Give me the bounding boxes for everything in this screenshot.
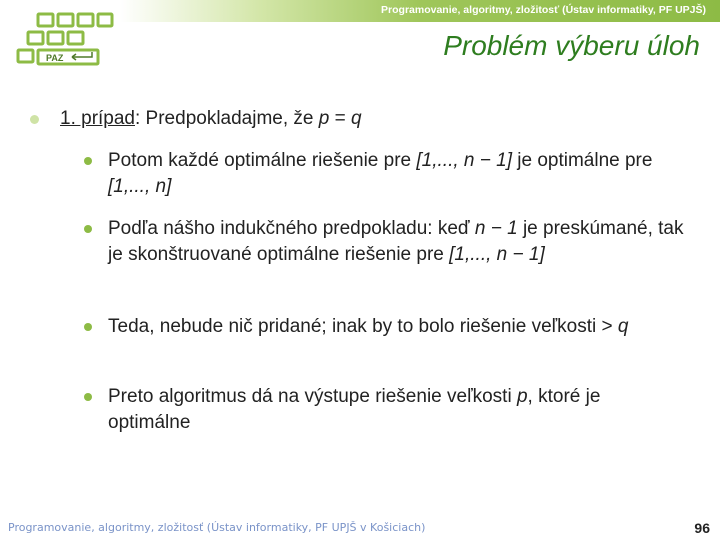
- page-number: 96: [694, 520, 710, 536]
- case-q: q: [351, 108, 362, 129]
- bullet-1-math-b: [1,..., n]: [108, 176, 172, 197]
- sub-bullet-2: [84, 216, 684, 268]
- bullet-3-text-a: Teda, nebude nič pridané; inak by to bolo riešenie veľkosti >: [108, 316, 618, 337]
- sub-bullet-3: [84, 314, 684, 340]
- bullet-1-math-a: [1,..., n − 1]: [416, 150, 512, 171]
- bullet-4-text-a: Preto algoritmus dá na výstupe riešenie veľkosti: [108, 386, 517, 407]
- slide-title: Problém výberu úloh: [443, 30, 700, 61]
- case-eq: =: [329, 108, 351, 129]
- bullet-icon: [84, 323, 92, 331]
- bullet-3-math-a: q: [617, 316, 629, 337]
- sub-bullet-1: [84, 148, 684, 200]
- bullet-2-text-a: Podľa nášho indukčného predpokladu: keď: [108, 218, 475, 239]
- bullet-icon: [84, 393, 92, 401]
- bullet-1-text-a: Potom každé optimálne riešenie pre: [108, 150, 417, 171]
- footer-text: Programovanie, algoritmy, zložitosť (Ústav informatiky, PF UPJŠ v Košiciach): [8, 521, 426, 534]
- bullet-2-text-b: je preskúmané, tak je skonštruované optimálne riešenie pre: [108, 218, 684, 265]
- bullet-icon: [84, 157, 92, 165]
- bullet-4-math-a: p: [516, 386, 528, 407]
- bullet-1-text-b: je optimálne pre: [511, 150, 653, 171]
- bullet-2-math-b: [1,..., n − 1]: [449, 244, 545, 265]
- bullet-icon: [84, 225, 92, 233]
- course-title: Programovanie, algoritmy, zložitosť (Ústav informatiky, PF UPJŠ): [381, 4, 706, 16]
- case-text: [60, 108, 362, 130]
- case-label: 1. prípad: [60, 108, 135, 129]
- sub-bullet-4: [84, 384, 684, 436]
- paz-logo-icon: [14, 12, 114, 74]
- case-rest: : Predpokladajme, že: [135, 108, 319, 129]
- bullet-2-math-a: n − 1: [474, 218, 518, 239]
- svg-text:PAZ: PAZ: [46, 53, 64, 63]
- case-p: p: [318, 108, 330, 129]
- bullet-4-text-b: , ktoré je optimálne: [108, 386, 601, 433]
- bullet-icon: [30, 115, 39, 124]
